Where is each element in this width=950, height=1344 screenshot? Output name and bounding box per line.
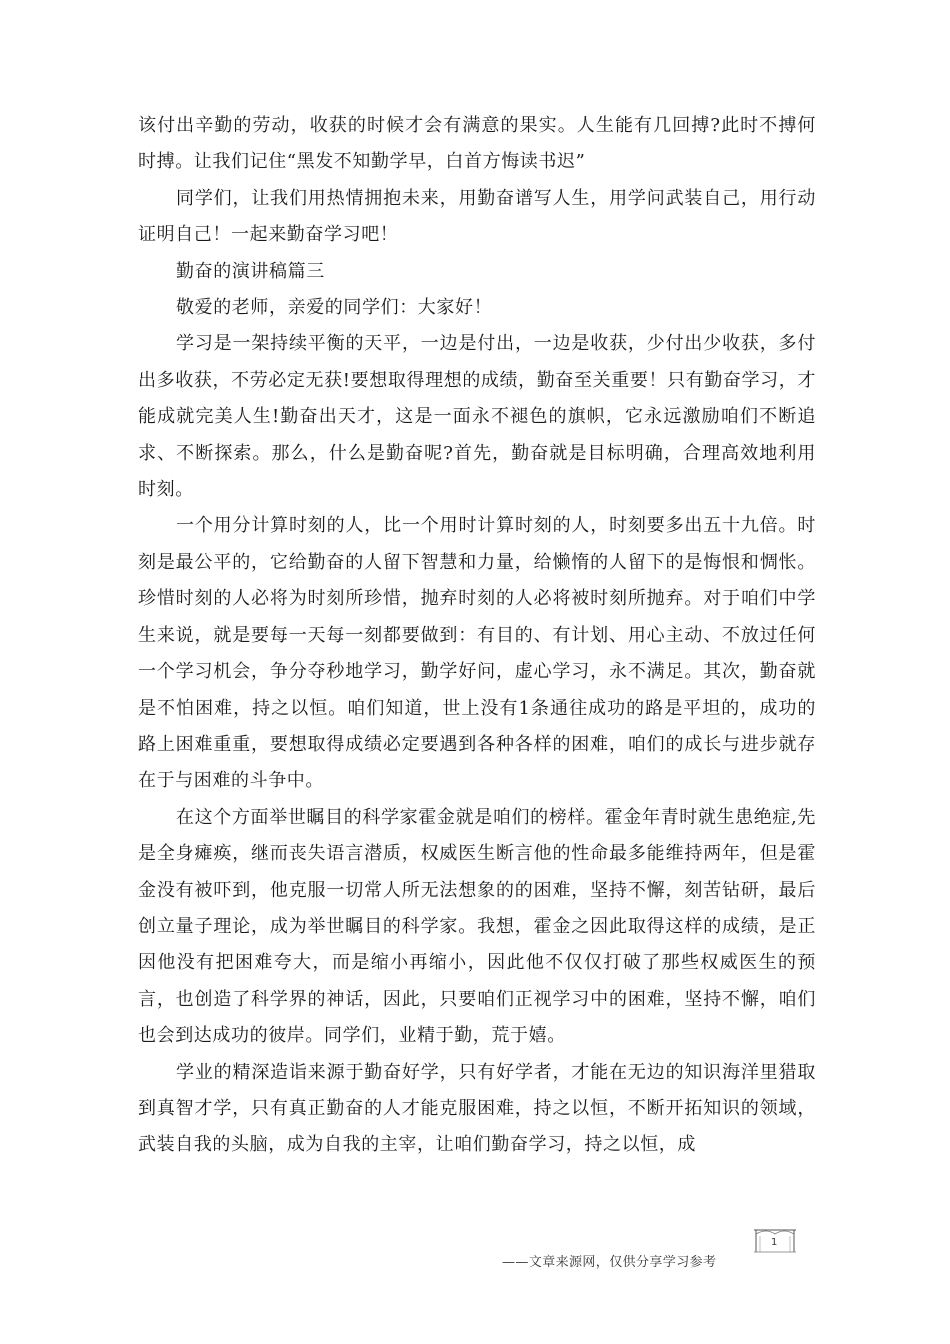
footer-note: ——文章来源网，仅供分享学习参考 [502,1255,717,1270]
paragraph-6: 一个用分计算时刻的人，比一个用时计算时刻的人，时刻要多出五十九倍。时刻是最公平的，它给勤奋的人留下智慧和力量，给懒惰的人留下的是悔恨和惆怅。珍惜时刻的人必将为时刻所珍惜，抛弃时刻的人必将被时刻所抛弃。对于咱们中学生来说，就是要每一天每一刻都要做到：有目的、有计划、用心主动、不放过任何一个学习机会，争分夺秒地学习，勤学好问，虚心学习，永不满足。其次，勤奋就是不怕困难，持之以恒。咱们知道，世上没有1条通往成功的路是平坦的，成功的路上困难重重，要想取得成绩必定要遇到各种各样的困难，咱们的成长与进步就存在于与困难的斗争中。 [138,515,816,792]
paragraph-1: 该付出辛勤的劳动，收获的时候才会有满意的果实。人生能有几回搏?此时不搏何时搏。让我们记住“黑发不知勤学早，白首方悔读书迟” [138,115,816,173]
paragraph-2: 同学们，让我们用热情拥抱未来，用勤奋谱写人生，用学问武装自己，用行动证明自己！一起来勤奋学习吧！ [138,187,816,246]
document-body [138,108,816,1164]
page-number: 1 [771,1237,778,1248]
section-title: 勤奋的演讲稿篇三 [176,260,325,282]
paragraph-5: 学习是一架持续平衡的天平，一边是付出，一边是收获，少付出少收获，多付出多收获，不劳必定无获!要想取得理想的成绩，勤奋至关重要！只有勤奋学习，才能成就完美人生!勤奋出天才，这是一面永不褪色的旗帜，它永远激励咱们不断追求、不断探索。那么，什么是勤奋呢?首先，勤奋就是目标明确，合理高效地利用时刻。 [138,333,816,501]
paragraph-7: 在这个方面举世瞩目的科学家霍金就是咱们的榜样。霍金年青时就生患绝症,先是全身瘫痪，继而丧失语言潜质，权威医生断言他的性命最多能维持两年，但是霍金没有被吓到，他克服一切常人所无法想象的的困难，坚持不懈，刻苦钻研，最后创立量子理论，成为举世瞩目的科学家。我想，霍金之因此取得这样的成绩，是正因他没有把困难夸大，而是缩小再缩小，因此他不仅仅打破了那些权威医生的预言，也创造了科学界的神话，因此，只要咱们正视学习中的困难，坚持不懈，咱们也会到达成功的彼岸。同学们，业精于勤，荒于嬉。 [138,806,816,1047]
greeting: 敬爱的老师，亲爱的同学们：大家好！ [176,297,493,319]
paragraph-8: 学业的精深造诣来源于勤奋好学，只有好学者，才能在无边的知识海洋里猎取到真智才学，只有真正勤奋的人才能克服困难，持之以恒，不断开拓知识的领域，武装自我的头脑，成为自我的主宰，让咱们勤奋学习，持之以恒，成 [138,1061,816,1156]
